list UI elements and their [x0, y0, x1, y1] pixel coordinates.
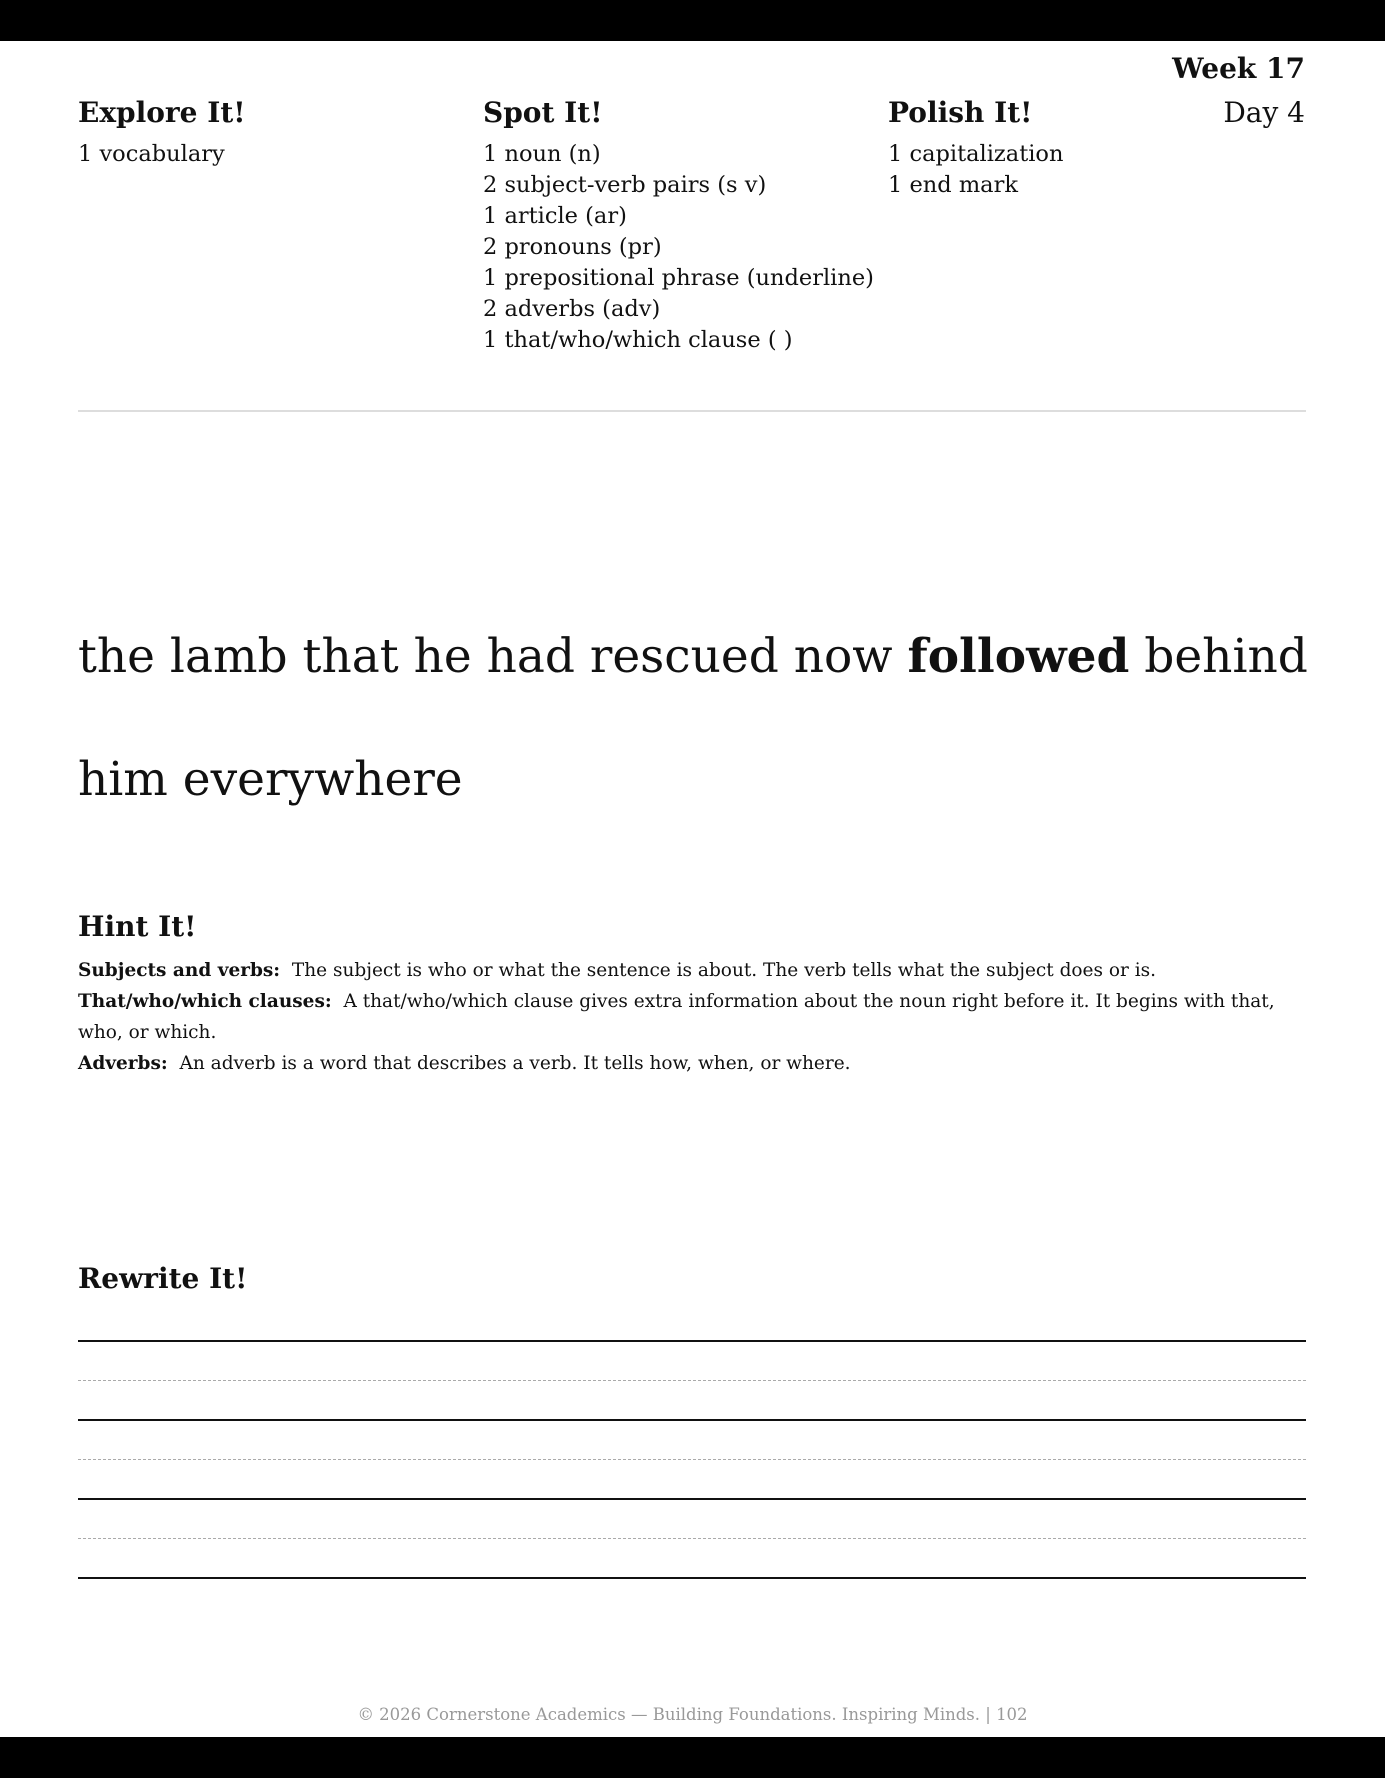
explore-list: [78, 139, 246, 170]
explore-title: Explore It!: [78, 96, 246, 129]
writing-line-solid: [78, 1577, 1306, 1579]
hint-text: The subject is who or what the sentence is about. The verb tells what the subject does or is.: [291, 960, 1157, 981]
day-label: Day 4: [1223, 96, 1305, 129]
rewrite-title: Rewrite It!: [78, 1262, 248, 1295]
explore-section: [78, 96, 246, 170]
writing-line-dashed: [78, 1538, 1306, 1539]
hint-term: Subjects and verbs:: [78, 960, 281, 981]
spot-list: [483, 139, 874, 356]
polish-section: [888, 96, 1063, 201]
sentence-vocabulary-word: followed: [907, 629, 1130, 684]
hint-title: Hint It!: [78, 910, 197, 943]
writing-line-dashed: [78, 1380, 1306, 1381]
hint-item: [78, 1048, 1306, 1079]
footer-text: © 2026 Cornerstone Academics — Building Foundations. Inspiring Minds. | 102: [357, 1705, 1028, 1724]
hint-item: [78, 955, 1306, 986]
hint-item: [78, 986, 1306, 1048]
spot-item: 2 adverbs (adv): [483, 296, 661, 322]
bottom-bar: [0, 1737, 1385, 1778]
spot-item: 2 pronouns (pr): [483, 234, 662, 260]
sentence-start: the lamb that he had rescued now: [78, 629, 908, 684]
writing-line-solid: [78, 1498, 1306, 1500]
spot-item: 1 that/who/which clause ( ): [483, 327, 793, 353]
hint-term: That/who/which clauses:: [78, 991, 332, 1012]
writing-line-solid: [78, 1340, 1306, 1342]
hint-term: Adverbs:: [78, 1053, 168, 1074]
hint-section: [78, 910, 1306, 1079]
spot-item: 2 subject-verb pairs (s v): [483, 172, 767, 198]
hint-text: A that/who/which clause gives extra information about the noun right before it. It begins with that, who, or which.: [78, 991, 1275, 1043]
spot-item: 1 article (ar): [483, 203, 627, 229]
hint-text: An adverb is a word that describes a verb. It tells how, when, or where.: [179, 1053, 851, 1074]
polish-list: [888, 139, 1063, 201]
rewrite-section: [78, 1262, 1306, 1295]
spot-title: Spot It!: [483, 96, 603, 129]
polish-item: 1 end mark: [888, 172, 1018, 198]
writing-line-dashed: [78, 1459, 1306, 1460]
polish-item: 1 capitalization: [888, 141, 1064, 167]
top-bar: [0, 0, 1385, 41]
explore-item: 1 vocabulary: [78, 141, 225, 167]
spot-item: 1 noun (n): [483, 141, 601, 167]
practice-sentence: [78, 595, 1318, 841]
week-label: Week 17: [1172, 52, 1305, 85]
spot-section: [483, 96, 874, 356]
sentence-end: behind him everywhere: [78, 629, 1308, 807]
spot-item: 1 prepositional phrase (underline): [483, 265, 874, 291]
section-divider: [78, 410, 1306, 412]
writing-area[interactable]: [78, 1340, 1306, 1580]
writing-line-solid: [78, 1419, 1306, 1421]
polish-title: Polish It!: [888, 96, 1033, 129]
